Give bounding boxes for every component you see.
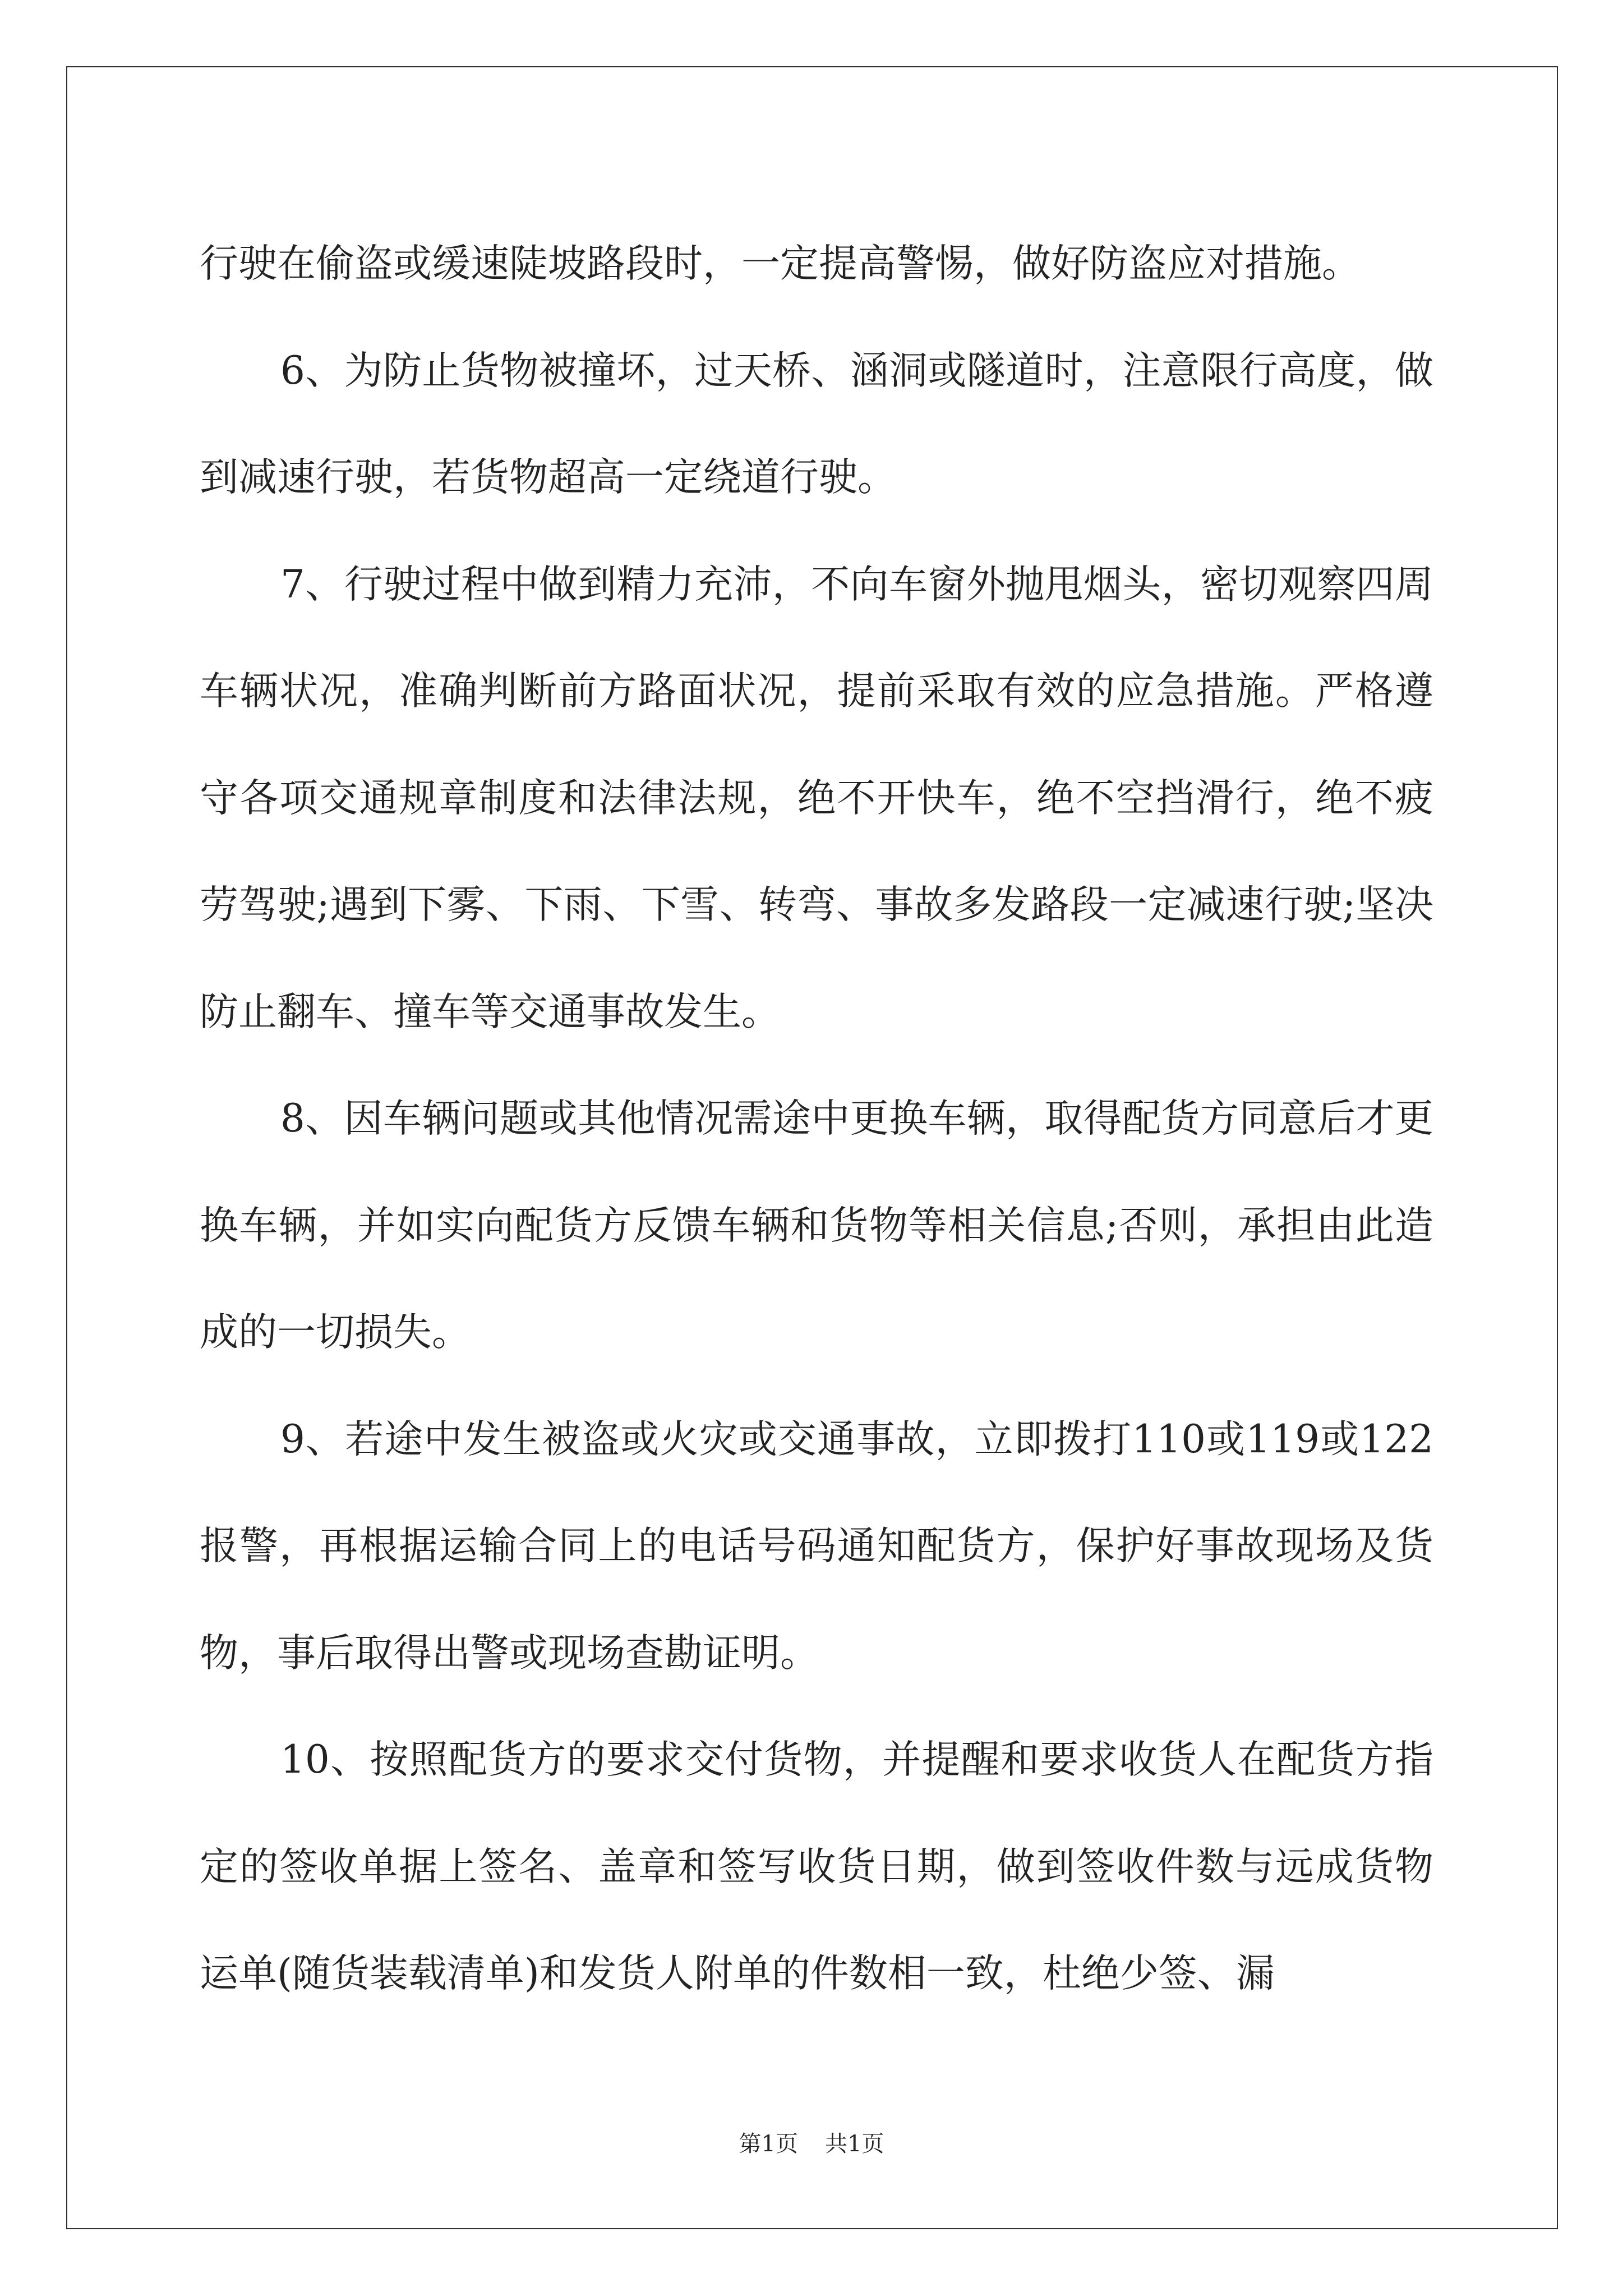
paragraph-item-9: 9、若途中发生被盗或火灾或交通事故，立即拨打110或119或122报警，再根据运输合同上的电话号码通知配货方，保护好事故现场及货物，事后取得出警或现场查勘证明。	[200, 1416, 1433, 1676]
paragraph-item-6: 6、为防止货物被撞坏，过天桥、涵洞或隧道时，注意限行高度，做到减速行驶，若货物超高一定绕道行驶。	[200, 348, 1433, 500]
paragraph-item-10: 10、按照配货方的要求交付货物，并提醒和要求收货人在配货方指定的签收单据上签名、盖章和签写收货日期，做到签收件数与远成货物运单(随货装载清单)和发货人附单的件数相一致，杜绝少签、漏	[200, 1737, 1433, 1996]
paragraph-item-7: 7、行驶过程中做到精力充沛，不向车窗外抛甩烟头，密切观察四周车辆状况，准确判断前方路面状况，提前采取有效的应急措施。严格遵守各项交通规章制度和法律法规，绝不开快车，绝不空挡滑行，绝不疲劳驾驶;遇到下雾、下雨、下雪、转弯、事故多发路段一定减速行驶;坚决防止翻车、撞车等交通事故发生。	[200, 562, 1433, 1034]
page-total: 共1页	[825, 2131, 884, 2157]
paragraph-continuation: 行驶在偷盗或缓速陡坡路段时，一定提高警惕，做好防盗应对措施。	[200, 241, 1361, 286]
paragraph-item-8: 8、因车辆问题或其他情况需途中更换车辆，取得配货方同意后才更换车辆，并如实向配货方反馈车辆和货物等相关信息;否则，承担由此造成的一切损失。	[200, 1096, 1433, 1355]
document-body	[200, 210, 1433, 2027]
page-number: 第1页	[739, 2131, 798, 2157]
page-footer	[0, 2126, 1623, 2158]
